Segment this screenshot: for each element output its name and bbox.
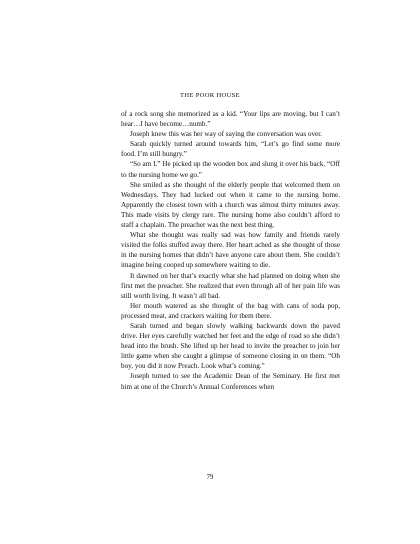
paragraph: She smiled as she thought of the elderly people that welcomed them on Wednesdays. They had lucked out when it came to the nursing home. Apparently the closest town with a church was almost thirty minutes away. This made visits by clergy rare. The nursing home also couldn’t afford to staff a chaplain. The preacher was the next best thing. [121, 180, 340, 230]
paragraph: Sarah quickly turned around towards him, “Let’s go find some more food. I’m still hungry.” [121, 140, 340, 159]
paragraph: It dawned on her that’s exactly what she had planned on doing when she first met the preacher. She realized that even through all of her pain life was still worth living. It wasn’t all bad. [121, 271, 340, 300]
paragraph: of a rock song she memorized as a kid. “Your lips are moving, but I can’t hear…I have become…numb.” [121, 110, 340, 129]
paragraph: “So am I.” He picked up the wooden box and slung it over his back. “Off to the nursing home we go.” [121, 160, 340, 179]
body-text [121, 109, 340, 392]
paragraph: What she thought was really sad was how family and friends rarely visited the folks stuffed away there. Her heart ached as she thought of those in the nursing homes that didn’t have anyone care about them. She couldn’t imagine being cooped up somewhere waiting to die. [121, 231, 340, 270]
paragraph: Joseph knew this was her way of saying the conversation was over. [130, 130, 322, 139]
page-number: 79 [206, 474, 214, 481]
paragraph: Sarah turned and began slowly walking backwards down the paved drive. Her eyes carefully watched her feet and the edge of road so she didn’t head into the brush. She lifted up her head to invite the preacher to join her little game when she caught a glimpse of someone closing in on them. “Oh boy, you did it now Preach. Look what’s coming.” [121, 321, 340, 371]
running-head-title: THE POOR HOUSE [180, 92, 240, 99]
paragraph: Her mouth watered as she thought of the bag with cans of soda pop, processed meat, and crackers waiting for them there. [121, 301, 340, 320]
paragraph: Joseph turned to see the Academic Dean of the Seminary. He first met him at one of the Church’s Annual Conferences when [121, 372, 340, 391]
